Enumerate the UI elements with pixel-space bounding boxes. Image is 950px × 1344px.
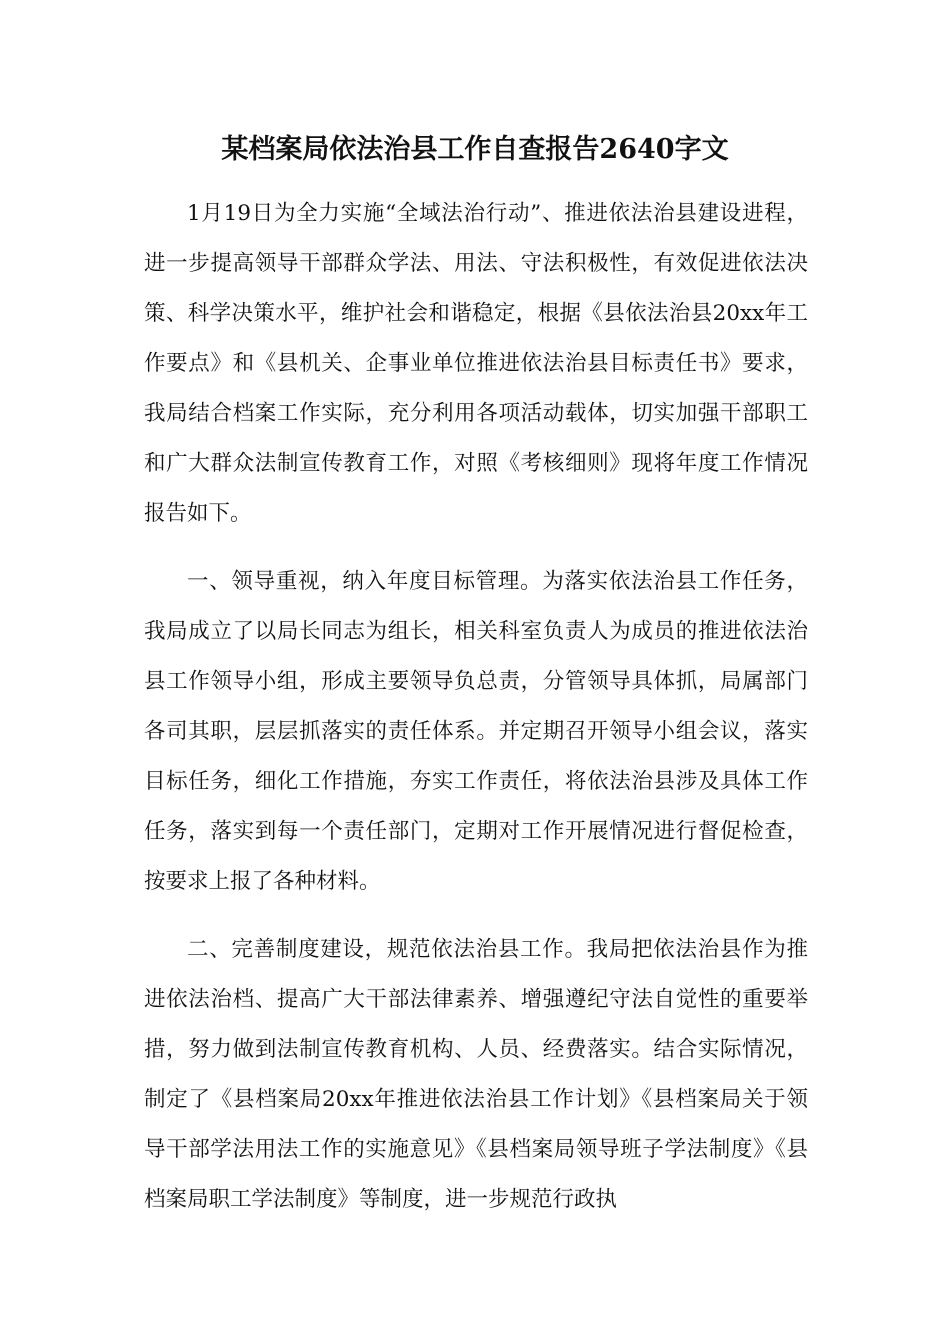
paragraph-section-2: 二、完善制度建设，规范依法治县工作。我局把依法治县作为推进依法治档、提高广大干部法律素养、增强遵纪守法自觉性的重要举措，努力做到法制宣传教育机构、人员、经费落实。结合实际情况，制定了《县档案局20xx年推进依法治县工作计划》《县档案局关于领导干部学法用法工作的实施意见》《县档案局领导班子学法制度》《县档案局职工学法制度》等制度，进一步规范行政执	[144, 937, 808, 1212]
paragraph-section-1: 一、领导重视，纳入年度目标管理。为落实依法治县工作任务，我局成立了以局长同志为组长，相关科室负责人为成员的推进依法治县工作领导小组，形成主要领导负总责，分管领导具体抓，局属部门各司其职，层层抓落实的责任体系。并定期召开领导小组会议，落实目标任务，细化工作措施，夯实工作责任，将依法治县涉及具体工作任务，落实到每一个责任部门，定期对工作开展情况进行督促检查，按要求上报了各种材料。	[144, 569, 808, 894]
document-body	[144, 189, 808, 1225]
document-title: 某档案局依法治县工作自查报告2640字文	[221, 134, 729, 165]
paragraph-intro: 1月19日为全力实施“全域法治行动”、推进依法治县建设进程，进一步提高领导干部群众学法、用法、守法积极性，有效促进依法决策、科学决策水平，维护社会和谐稳定，根据《县依法治县20xx年工作要点》和《县机关、企事业单位推进依法治县目标责任书》要求，我局结合档案工作实际，充分利用各项活动载体，切实加强干部职工和广大群众法制宣传教育工作，对照《考核细则》现将年度工作情况报告如下。	[144, 201, 808, 526]
